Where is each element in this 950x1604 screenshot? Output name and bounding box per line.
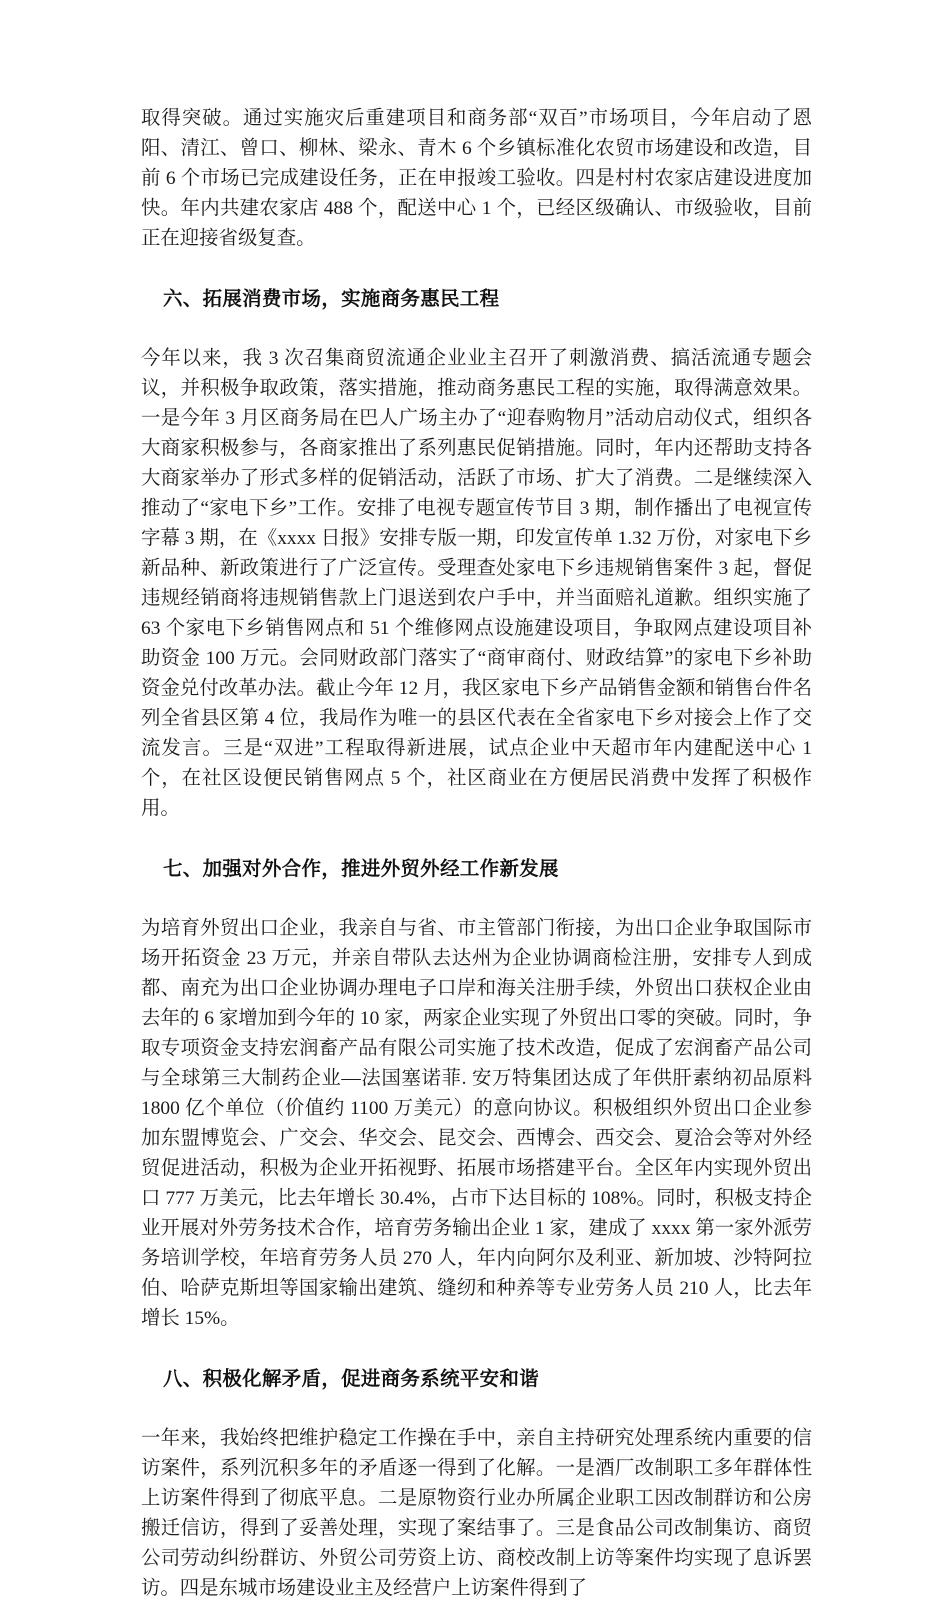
paragraph-section-eight: 一年来，我始终把维护稳定工作操在手中，亲自主持研究处理系统内重要的信访案件，系列沉积多年的矛盾逐一得到了化解。一是酒厂改制职工多年群体性上访案件得到了彻底平息。二是原物资行业办所属企业职工因改制群访和公房搬迁信访，得到了妥善处理，实现了案结事了。三是食品公司改制集访、商贸公司劳动纠纷群访、外贸公司劳资上访、商校改制上访等案件均实现了息诉罢访。四是东城市场建设业主及经营户上访案件得到了	[141, 1428, 812, 1599]
spacer	[141, 254, 812, 284]
section-heading-six: 六、拓展消费市场，实施商务惠民工程	[163, 288, 500, 310]
section-heading-eight: 八、积极化解矛盾，促进商务系统平安和谐	[163, 1368, 540, 1390]
spacer	[141, 1394, 812, 1424]
spacer	[141, 314, 812, 344]
paragraph-continuation: 取得突破。通过实施灾后重建项目和商务部“双百”市场项目，今年启动了恩阳、清江、曾口、柳林、梁永、青木 6 个乡镇标准化农贸市场建设和改造，目前 6 个市场已完成建设任务，正在申报竣工验收。四是村村农家店建设进度加快。年内共建农家店 488 个，配送中心 1 个，已经区级确认、市级验收，目前正在迎接省级复查。	[141, 108, 812, 249]
section-heading-seven: 七、加强对外合作，推进外贸外经工作新发展	[163, 858, 559, 880]
paragraph-section-six: 今年以来，我 3 次召集商贸流通企业业主召开了刺激消费、搞活流通专题会议，并积极争取政策，落实措施，推动商务惠民工程的实施，取得满意效果。一是今年 3 月区商务局在巴人广场主办了“迎春购物月”活动启动仪式，组织各大商家积极参与，各商家推出了系列惠民促销措施。同时，年内还帮助支持各大商家举办了形式多样的促销活动，活跃了市场、扩大了消费。二是继续深入推动了“家电下乡”工作。安排了电视专题宣传节目 3 期，制作播出了电视宣传字幕 3 期，在《xxxx 日报》安排专版一期，印发宣传单 1.32 万份，对家电下乡新品种、新政策进行了广泛宣传。受理查处家电下乡违规销售案件 3 起，督促违规经销商将违规销售款上门退送到农户手中，并当面赔礼道歉。组织实施了 63 个家电下乡销售网点和 51 个维修网点设施建设项目，争取网点建设项目补助资金 100 万元。会同财政部门落实了“商审商付、财政结算”的家电下乡补助资金兑付改革办法。截止今年 12 月，我区家电下乡产品销售金额和销售台件名列全省县区第 4 位，我局作为唯一的县区代表在全省家电下乡对接会上作了交流发言。三是“双进”工程取得新进展，试点企业中天超市年内建配送中心 1 个，在社区设便民销售网点 5 个，社区商业在方便居民消费中发挥了积极作用。	[141, 348, 812, 819]
spacer	[141, 884, 812, 914]
spacer	[141, 824, 812, 854]
paragraph-section-seven: 为培育外贸出口企业，我亲自与省、市主管部门衔接，为出口企业争取国际市场开拓资金 23 万元，并亲自带队去达州为企业协调商检注册，安排专人到成都、南充为出口企业协调办理电子口岸和海关注册手续，外贸出口获权企业由去年的 6 家增加到今年的 10 家，两家企业实现了外贸出口零的突破。同时，争取专项资金支持宏润畜产品有限公司实施了技术改造，促成了宏润畜产品公司与全球第三大制药企业—法国塞诺菲. 安万特集团达成了年供肝素纳初品原料 1800 亿个单位（价值约 1100 万美元）的意向协议。积极组织外贸出口企业参加东盟博览会、广交会、华交会、昆交会、西博会、西交会、夏洽会等对外经贸促进活动，积极为企业开拓视野、拓展市场搭建平台。全区年内实现外贸出口 777 万美元，比去年增长 30.4%，占市下达目标的 108%。同时，积极支持企业开展对外劳务技术合作，培育劳务输出企业 1 家，建成了 xxxx 第一家外派劳务培训学校，年培育劳务人员 270 人，年内向阿尔及利亚、新加坡、沙特阿拉伯、哈萨克斯坦等国家输出建筑、缝纫和种养等专业劳务人员 210 人，比去年增长 15%。	[141, 918, 812, 1329]
document-content-column	[141, 104, 812, 1604]
spacer	[141, 1334, 812, 1364]
